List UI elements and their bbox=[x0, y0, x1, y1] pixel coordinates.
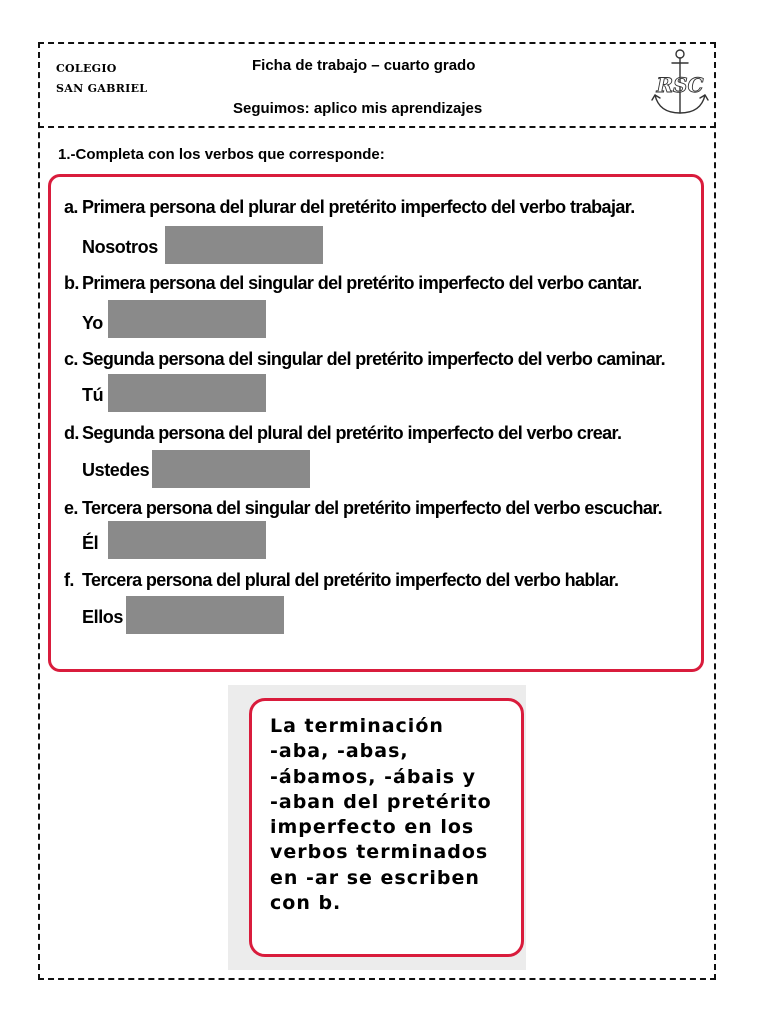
exercise-item-e bbox=[64, 498, 662, 519]
crest-letters: RSC bbox=[656, 73, 704, 97]
answer-blank-a[interactable] bbox=[165, 226, 323, 264]
anchor-crest-icon bbox=[649, 45, 711, 119]
item-letter: c. bbox=[64, 349, 78, 369]
exercise-item-b bbox=[64, 273, 642, 294]
note-line: -ábamos, -ábais y bbox=[270, 765, 477, 788]
pronoun-label: Tú bbox=[82, 385, 104, 405]
pronoun-label: Ellos bbox=[82, 607, 124, 627]
rule-note-text bbox=[270, 714, 520, 916]
answer-blank-c[interactable] bbox=[108, 374, 266, 412]
exercise-item-a bbox=[64, 197, 635, 218]
note-line: en -ar se escriben bbox=[270, 866, 480, 889]
worksheet-title: Ficha de trabajo – cuarto grado bbox=[252, 57, 476, 74]
note-line: imperfecto en los bbox=[270, 816, 475, 839]
item-letter: a. bbox=[64, 197, 78, 217]
item-text: Tercera persona del plural del pretérito imperfecto del verbo hablar. bbox=[82, 570, 619, 590]
item-letter: d. bbox=[64, 423, 79, 443]
pronoun-label: Él bbox=[82, 533, 99, 553]
note-line: -aban del pretérito bbox=[270, 790, 492, 813]
note-line: verbos terminados bbox=[270, 841, 489, 864]
item-text: Primera persona del singular del pretérito imperfecto del verbo cantar. bbox=[82, 273, 642, 293]
exercise-item-f bbox=[64, 570, 618, 591]
school-name-line2: SAN GABRIEL bbox=[56, 82, 148, 95]
worksheet-subtitle: Seguimos: aplico mis aprendizajes bbox=[233, 100, 483, 117]
answer-blank-e[interactable] bbox=[108, 521, 266, 559]
pronoun-label: Ustedes bbox=[82, 460, 150, 480]
school-name-line1: COLEGIO bbox=[56, 62, 117, 75]
pronoun-label: Yo bbox=[82, 313, 103, 333]
item-letter: b. bbox=[64, 273, 79, 293]
item-text: Segunda persona del singular del pretérito imperfecto del verbo caminar. bbox=[82, 349, 665, 369]
header-divider bbox=[38, 126, 716, 128]
item-text: Tercera persona del singular del pretérito imperfecto del verbo escuchar. bbox=[82, 498, 663, 518]
item-letter: e. bbox=[64, 498, 78, 518]
pronoun-label: Nosotros bbox=[82, 237, 158, 257]
answer-blank-b[interactable] bbox=[108, 300, 266, 338]
answer-blank-f[interactable] bbox=[126, 596, 284, 634]
exercise-instruction: 1.-Completa con los verbos que corresponde: bbox=[58, 146, 385, 163]
item-text: Primera persona del plurar del pretérito imperfecto del verbo trabajar. bbox=[82, 197, 635, 217]
item-text: Segunda persona del plural del pretérito imperfecto del verbo crear. bbox=[82, 423, 622, 443]
note-line: con b. bbox=[270, 892, 342, 915]
note-line: -aba, -abas, bbox=[270, 740, 409, 763]
exercise-item-d bbox=[64, 423, 621, 444]
item-letter: f. bbox=[64, 570, 74, 590]
answer-blank-d[interactable] bbox=[152, 450, 310, 488]
exercise-item-c bbox=[64, 349, 665, 370]
note-line: La terminación bbox=[270, 715, 444, 737]
